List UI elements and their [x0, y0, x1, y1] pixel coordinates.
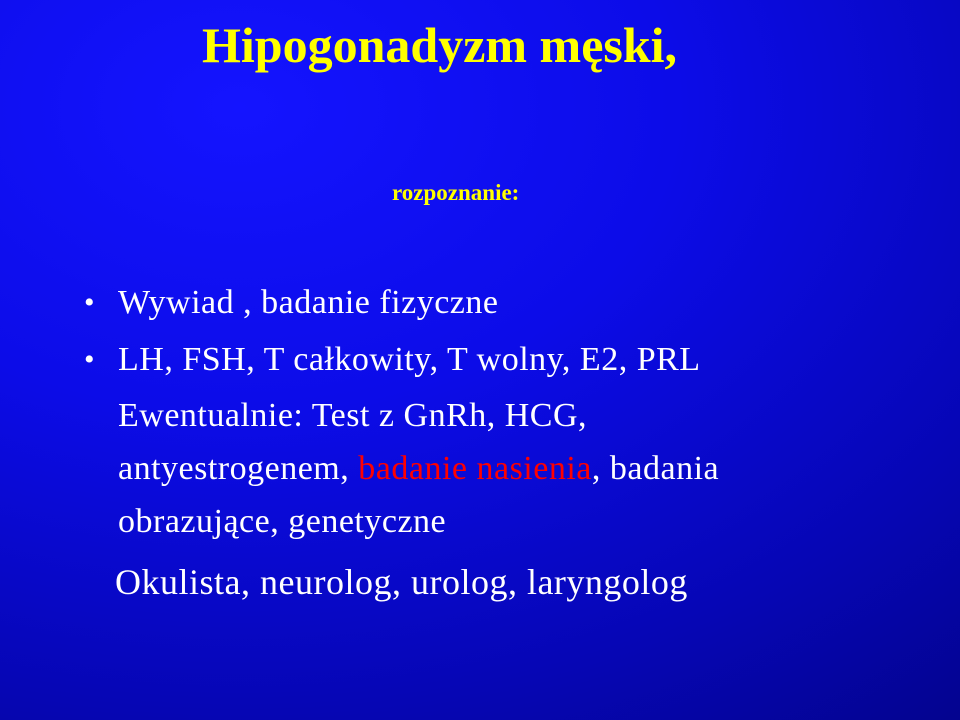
- text-line-optional-tests-cont: [118, 452, 719, 486]
- text-line-specialists: Okulista, neurolog, urolog, laryngolog: [115, 562, 688, 602]
- text-line-imaging-genetic: obrazujące, genetyczne: [118, 503, 447, 540]
- highlight-semen-analysis: badanie nasienia: [358, 450, 592, 487]
- bullet-icon: •: [84, 286, 95, 319]
- bullet-item-hormone-tests: LH, FSH, T całkowity, T wolny, E2, PRL: [118, 341, 701, 378]
- text-line-optional-tests: Ewentualnie: Test z GnRh, HCG,: [118, 397, 588, 434]
- text-antiestrogen: antyestrogenem,: [118, 450, 359, 487]
- text-imaging-start: , badania: [591, 450, 720, 487]
- slide-title: Hipogonadyzm męski,: [202, 17, 678, 73]
- bullet-item-history-exam: Wywiad , badanie fizyczne: [118, 284, 499, 321]
- slide-subtitle: rozpoznanie:: [392, 180, 520, 205]
- bullet-icon: •: [84, 343, 95, 376]
